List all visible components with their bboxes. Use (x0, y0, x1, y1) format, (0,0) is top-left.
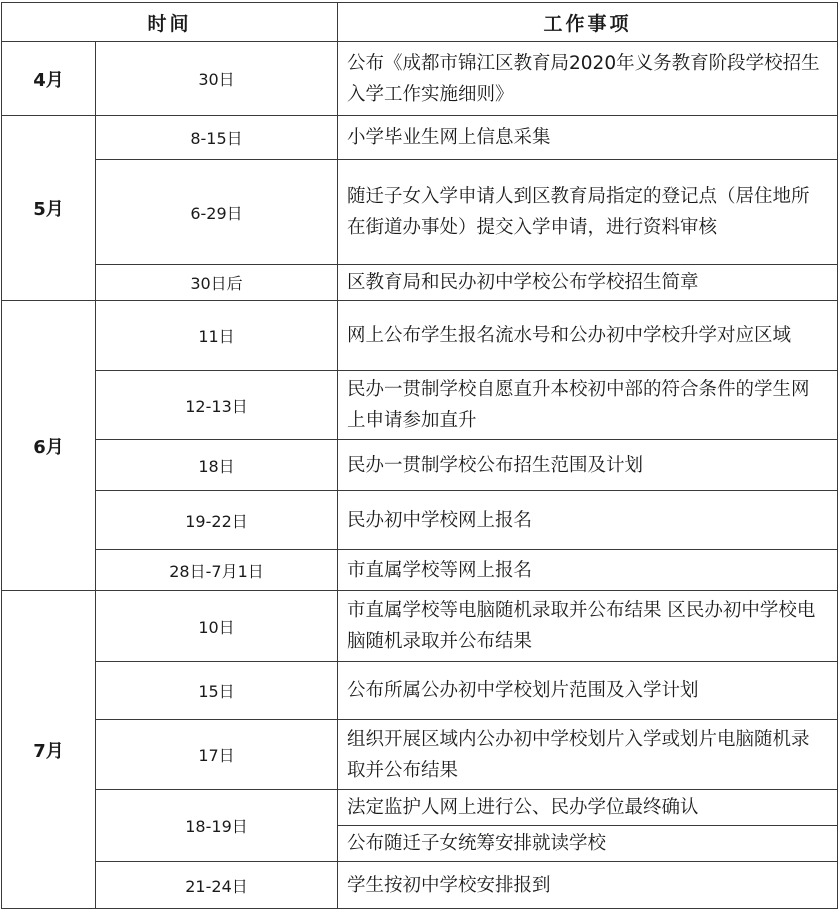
table-row (2, 662, 838, 720)
header-time: 时间 (2, 3, 338, 42)
header-item: 工作事项 (338, 3, 838, 42)
table-row (2, 790, 838, 826)
time-cell: 6-29日 (96, 160, 338, 265)
time-cell: 19-22日 (96, 491, 338, 550)
table-row (2, 440, 838, 491)
table-row (2, 720, 838, 790)
table-row (2, 160, 838, 265)
table-row (2, 550, 838, 591)
item-cell: 市直属学校等网上报名 (338, 550, 838, 591)
item-cell: 民办一贯制学校公布招生范围及计划 (338, 440, 838, 491)
time-cell: 15日 (96, 662, 338, 720)
table-row (2, 301, 838, 371)
time-cell: 28日-7月1日 (96, 550, 338, 591)
item-cell: 区教育局和民办初中学校公布学校招生简章 (338, 265, 838, 301)
item-cell: 市直属学校等电脑随机录取并公布结果 区民办初中学校电脑随机录取并公布结果 (338, 591, 838, 662)
item-cell: 网上公布学生报名流水号和公办初中学校升学对应区域 (338, 301, 838, 371)
table-row (2, 862, 838, 909)
item-cell: 学生按初中学校安排报到 (338, 862, 838, 909)
header-row (2, 3, 838, 42)
item-cell: 组织开展区域内公办初中学校划片入学或划片电脑随机录取并公布结果 (338, 720, 838, 790)
table-row (2, 265, 838, 301)
time-cell: 21-24日 (96, 862, 338, 909)
time-cell: 11日 (96, 301, 338, 371)
table-row (2, 491, 838, 550)
item-cell: 公布随迁子女统筹安排就读学校 (338, 826, 838, 862)
time-cell: 18日 (96, 440, 338, 491)
item-cell: 随迁子女入学申请人到区教育局指定的登记点（居住地所在街道办事处）提交入学申请，进行资料审核 (338, 160, 838, 265)
time-cell: 30日 (96, 42, 338, 116)
item-cell: 公布所属公办初中学校划片范围及入学计划 (338, 662, 838, 720)
item-cell: 民办初中学校网上报名 (338, 491, 838, 550)
time-cell: 18-19日 (96, 790, 338, 862)
month-may: 5月 (2, 116, 96, 301)
table-row (2, 371, 838, 440)
month-june: 6月 (2, 301, 96, 591)
table-row (2, 42, 838, 116)
month-april: 4月 (2, 42, 96, 116)
item-cell: 公布《成都市锦江区教育局2020年义务教育阶段学校招生入学工作实施细则》 (338, 42, 838, 116)
table-row (2, 116, 838, 160)
item-cell: 民办一贯制学校自愿直升本校初中部的符合条件的学生网上申请参加直升 (338, 371, 838, 440)
time-cell: 17日 (96, 720, 338, 790)
item-cell: 法定监护人网上进行公、民办学位最终确认 (338, 790, 838, 826)
table-row (2, 591, 838, 662)
time-cell: 10日 (96, 591, 338, 662)
time-cell: 12-13日 (96, 371, 338, 440)
time-cell: 8-15日 (96, 116, 338, 160)
month-july: 7月 (2, 591, 96, 909)
time-cell: 30日后 (96, 265, 338, 301)
item-cell: 小学毕业生网上信息采集 (338, 116, 838, 160)
schedule-table (1, 2, 838, 909)
